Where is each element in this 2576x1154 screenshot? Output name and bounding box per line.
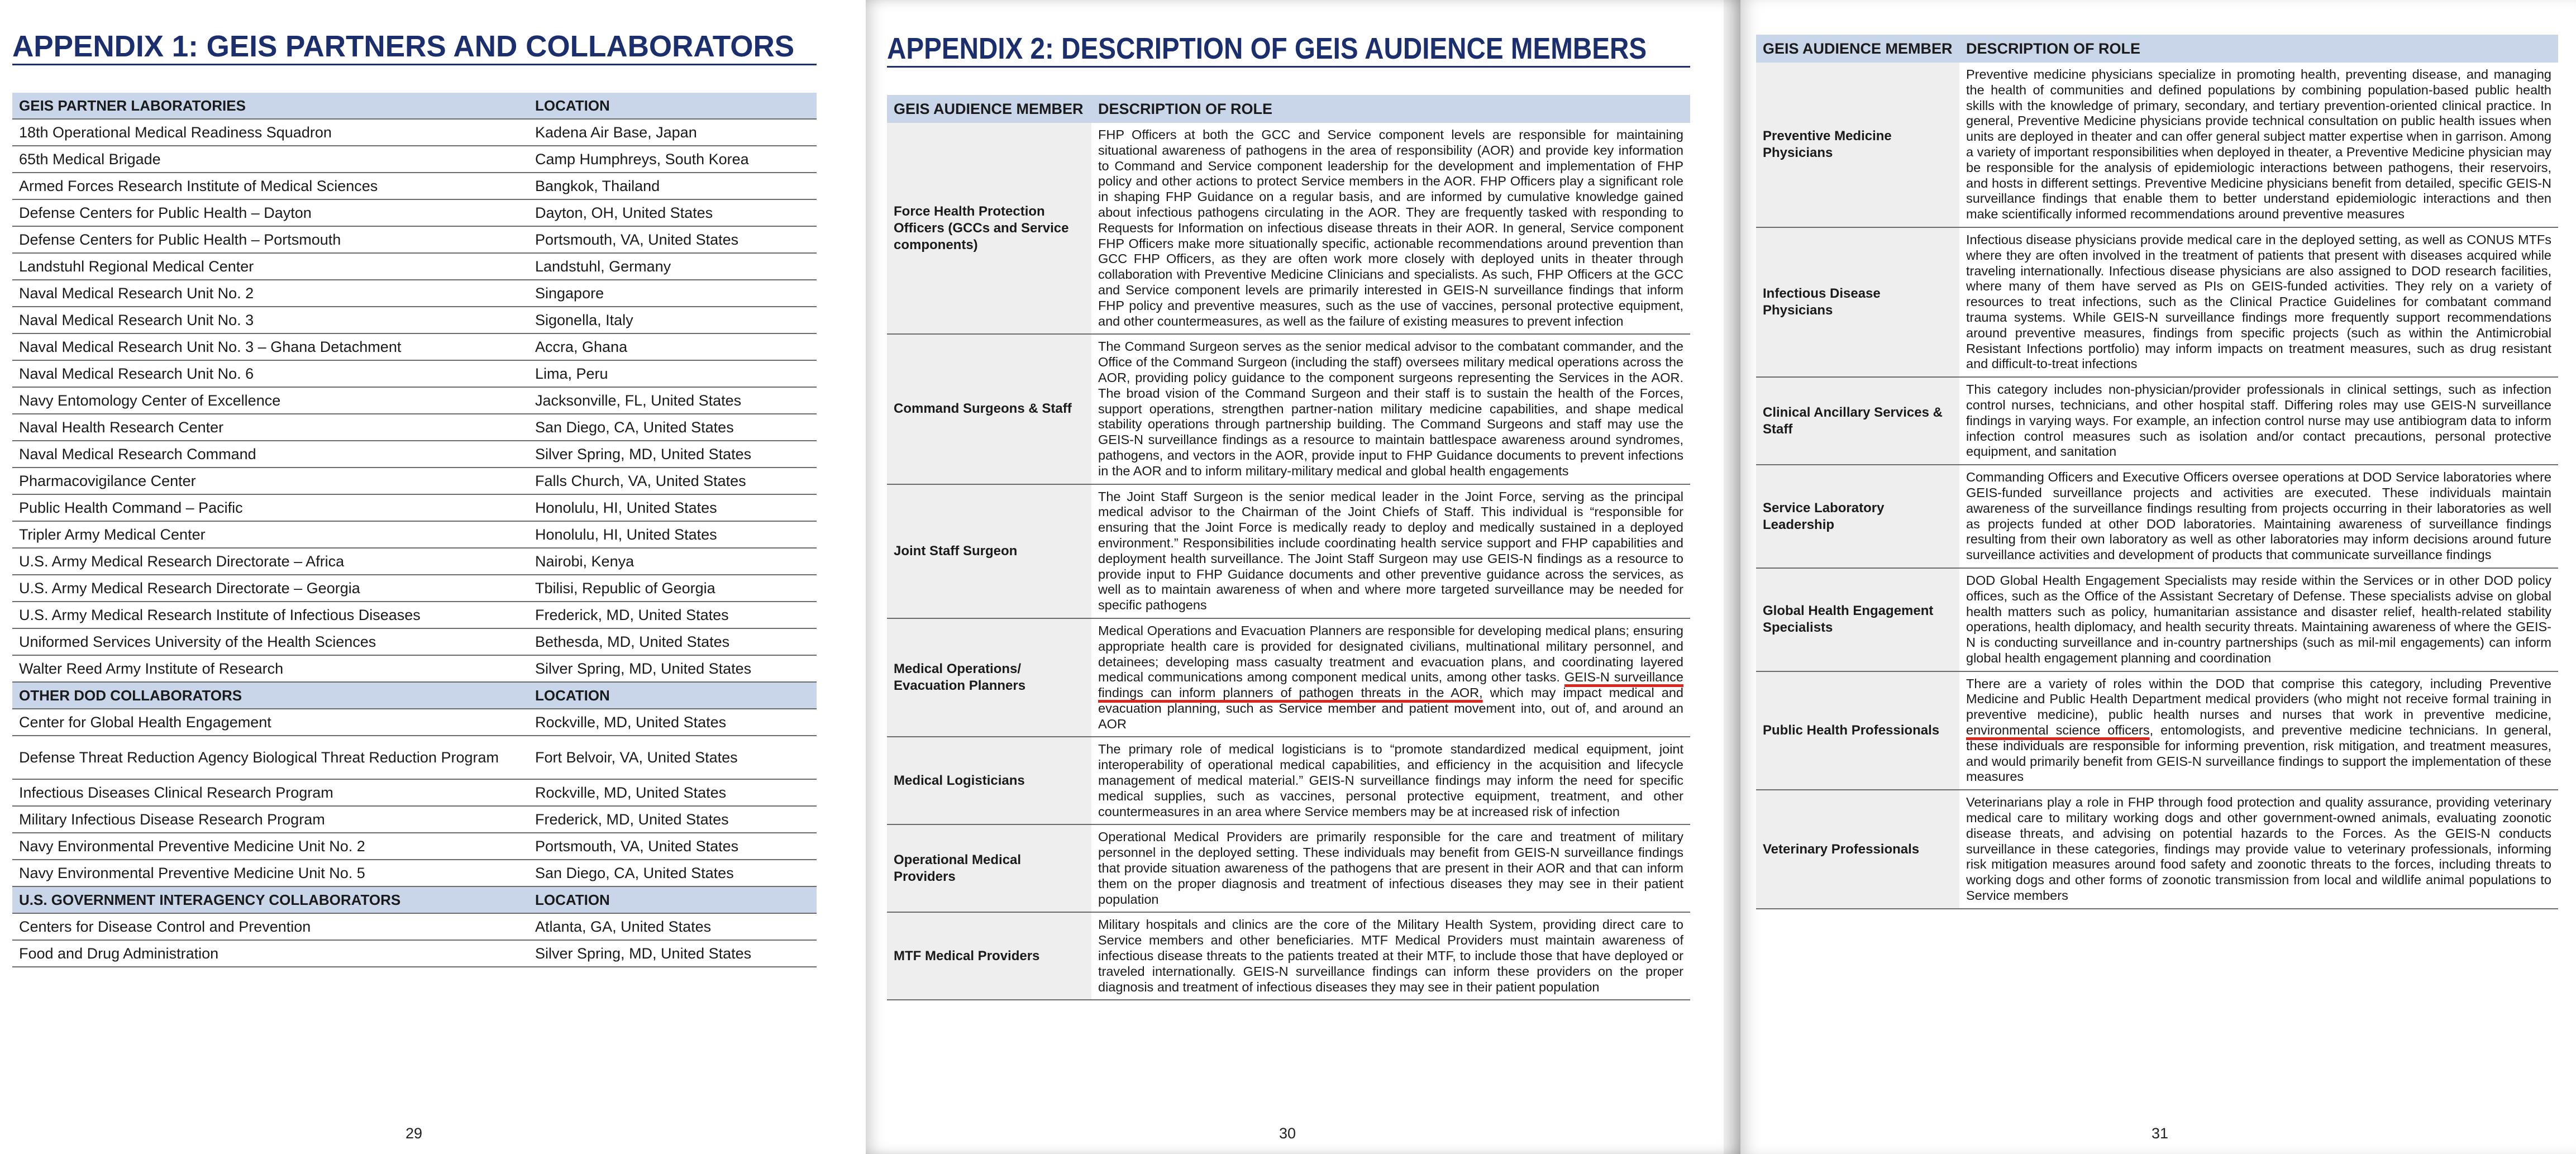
table-row (12, 280, 817, 307)
page-number: 29 (406, 1125, 423, 1142)
audience-roles-table-page-30 (887, 95, 1690, 1000)
page-29 (0, 0, 866, 1154)
role-description (1959, 671, 2558, 790)
collaborator-location: Rockville, MD, United States (528, 709, 817, 736)
column-header-description: DESCRIPTION OF ROLE (1091, 95, 1690, 123)
description-text: , entomologists, and preventive medicine technicians. In general, these individuals are responsible for informing prevention, risk mitigation, and treatment measures, and would primarily benefit from GEIS-N surveillance findings to support the implementation of these measures (1966, 723, 2551, 784)
audience-member: Medical Logisticians (887, 737, 1091, 824)
table-row (12, 146, 817, 173)
table-row (12, 333, 817, 360)
collaborator-name: Naval Medical Research Unit No. 3 – Ghana Detachment (12, 333, 528, 360)
table-row (887, 824, 1690, 912)
table-row (12, 860, 817, 886)
collaborator-location: Tbilisi, Republic of Georgia (528, 575, 817, 602)
table-row (12, 441, 817, 468)
collaborator-location: Frederick, MD, United States (528, 602, 817, 628)
collaborator-name: Centers for Disease Control and Prevention (12, 913, 528, 940)
audience-member: Clinical Ancillary Services & Staff (1756, 377, 1959, 465)
table-row (12, 119, 817, 146)
collaborator-name: 18th Operational Medical Readiness Squadron (12, 119, 528, 146)
collaborator-name: Naval Medical Research Unit No. 6 (12, 360, 528, 387)
collaborator-location: Landstuhl, Germany (528, 253, 817, 280)
column-header-member: GEIS AUDIENCE MEMBER (887, 95, 1091, 123)
table-row (12, 387, 817, 414)
collaborator-location: Honolulu, HI, United States (528, 521, 817, 548)
role-description: Commanding Officers and Executive Officers oversee operations at DOD Service laboratories where GEIS-funded surveillance projects and activities are executed. These individuals maintain awareness of the surveillance findings resulting from projects occurring in their laboratories as well as projects funded at other DOD laboratories. Maintaining awareness of surveillance findings resulting from their own laboratory as well as other laboratories may inform decisions around future surveillance activities and development of products that communicate surveillance findings (1959, 465, 2558, 568)
table-row (12, 253, 817, 280)
table-row (12, 548, 817, 575)
collaborator-location: Bangkok, Thailand (528, 173, 817, 199)
section-header-row (12, 93, 817, 119)
collaborator-name: Defense Centers for Public Health – Portsmouth (12, 226, 528, 253)
audience-member: Preventive Medicine Physicians (1756, 63, 1959, 227)
table-row (887, 484, 1690, 618)
column-header-member: GEIS AUDIENCE MEMBER (1756, 35, 1959, 63)
collaborator-location: Falls Church, VA, United States (528, 468, 817, 494)
collaborator-location: Silver Spring, MD, United States (528, 441, 817, 468)
title-rule (887, 66, 1690, 68)
table-row (887, 618, 1690, 737)
table-row (1756, 377, 2558, 465)
section-header-location: LOCATION (528, 682, 817, 709)
table-row (1756, 63, 2558, 227)
section-header-row (12, 886, 817, 913)
table-row (12, 806, 817, 833)
table-row (1756, 568, 2558, 671)
role-description: FHP Officers at both the GCC and Service component levels are responsible for maintaining situational awareness of pathogens in the area of responsibility (AOR) and provide key information to Command and Service component leadership for the development and implementation of FHP policy and other actions to protect Service members in the AOR. FHP Officers play a significant role in shaping FHP Guidance on a regular basis, and are informed by cumulative knowledge gained about infectious pathogens circulating in the AOR. They are frequently tasked with responding to Requests for Information on infectious disease threats in their AOR. In general, Service component FHP Officers make more situationally specific, actionable recommendations around prevention than GCC FHP Officers, as they are often work more closely with deployed units in theater through collaboration with Preventive Medicine Clinicians and specialists. As such, FHP Officers at the GCC and Service component levels are primarily interested in GEIS-N surveillance findings that inform FHP policy and preventive measures, such as the use of vaccines, personal protective equipment, and other countermeasures, as well as the failure of existing measures to prevent infection (1091, 123, 1690, 334)
red-underlined-text: environmental science officers (1966, 723, 2150, 738)
table-row (12, 736, 817, 779)
table-row (1756, 465, 2558, 568)
red-underlined-text: GEIS-N surveillance findings can inform planners of pathogen threats in the AOR, (1098, 670, 1684, 700)
collaborator-name: Uniformed Services University of the Health Sciences (12, 628, 528, 655)
table-row (887, 123, 1690, 334)
collaborator-location: Silver Spring, MD, United States (528, 655, 817, 682)
collaborator-location: Singapore (528, 280, 817, 307)
table-row (887, 737, 1690, 824)
section-header-name: OTHER DOD COLLABORATORS (12, 682, 528, 709)
collaborator-location: San Diego, CA, United States (528, 414, 817, 441)
section-header-name: GEIS PARTNER LABORATORIES (12, 93, 528, 119)
collaborator-name: Armed Forces Research Institute of Medical Sciences (12, 173, 528, 199)
audience-member: Public Health Professionals (1756, 671, 1959, 790)
collaborator-name: Defense Threat Reduction Agency Biological Threat Reduction Program (12, 736, 528, 779)
appendix-2-title: APPENDIX 2: DESCRIPTION OF GEIS AUDIENCE MEMBERS (887, 32, 1647, 65)
collaborator-location: San Diego, CA, United States (528, 860, 817, 886)
table-row (1756, 790, 2558, 909)
table-row (887, 912, 1690, 1000)
table-row (12, 468, 817, 494)
partners-table (12, 93, 817, 967)
table-row (12, 628, 817, 655)
collaborator-name: Naval Health Research Center (12, 414, 528, 441)
collaborator-name: Landstuhl Regional Medical Center (12, 253, 528, 280)
collaborator-location: Lima, Peru (528, 360, 817, 387)
description-text: Medical Operations and Evacuation Planners are responsible for developing medical plans; ensuring appropriate health care is provided for designated civilians, multinational military personnel, and detainees; developing mass casualty treatment and evacuation plans, and coordinating layered medical communications among component medical units, among other tasks. (1098, 623, 1683, 685)
table-row (887, 334, 1690, 484)
collaborator-location: Camp Humphreys, South Korea (528, 146, 817, 173)
collaborator-location: Atlanta, GA, United States (528, 913, 817, 940)
role-description: The Command Surgeon serves as the senior medical advisor to the combatant commander, and the Office of the Command Surgeon (including the staff) oversees military medical operations across the AOR, providing policy guidance to the component surgeons representing the Services in the AOR. The broad vision of the Command Surgeon and their staff is to sustain the health of the Forces, support operations, strengthen partner-nation military medicine capabilities, and shape medical stability operations through partnership building. The Command Surgeons and staff may use the GEIS-N surveillance findings as a resource to maintain battlespace awareness around syndromes, pathogens, and vectors in the AOR, provide input to FHP Guidance documents to prevent infections in the AOR and to inform military-military medical and global health engagements (1091, 334, 1690, 484)
table-row (12, 521, 817, 548)
role-description: The primary role of medical logisticians is to “promote standardized medical equipment, joint interoperability of operational medical capabilities, and efficiency in the acquisition and lifecycle management of medical material.” GEIS-N surveillance findings may inform the need for specific medical supplies, such as vaccines, personal protective equipment, treatment, and other countermeasures in an area where Service members may be at increased risk of infection (1091, 737, 1690, 824)
collaborator-name: Infectious Diseases Clinical Research Program (12, 779, 528, 806)
table-row (12, 602, 817, 628)
description-text: There are a variety of roles within the DOD that comprise this category, including Preventive Medicine and Public Health Department medical providers (who might not receive formal training in preventive medicine), public health nurses and nurses that work in preventive medicine, (1966, 676, 2551, 722)
section-header-location: LOCATION (528, 886, 817, 913)
audience-member: Force Health Protection Officers (GCCs and Service components) (887, 123, 1091, 334)
role-description: Preventive medicine physicians specialize in promoting health, preventing disease, and managing the health of communities and defined populations by combining population-based public health skills with the knowledge of primary, secondary, and tertiary prevention-oriented clinical practice. In general, Preventive Medicine physicians provide technical consultation on public health issues when units are deployed in theater and can offer general subject matter expertise when in garrison. Among a variety of important responsibilities when deployed in theater, a Preventive Medicine physician may be responsible for the analysis of epidemiologic interactions between pathogens, their reservoirs, and hosts in different settings. Preventive Medicine physicians benefit from detailed, specific GEIS-N surveillance findings that enable them to better understand epidemiologic interactions and then make scientifically informed recommendations around preventive measures (1959, 63, 2558, 227)
description-text: which may impact medical and evacuation planning, such as Service member and patient movement into, out of, and around an AOR (1098, 685, 1683, 731)
table-row (12, 226, 817, 253)
section-header-row (12, 682, 817, 709)
collaborator-location: Kadena Air Base, Japan (528, 119, 817, 146)
collaborator-name: Navy Entomology Center of Excellence (12, 387, 528, 414)
collaborator-name: Military Infectious Disease Research Program (12, 806, 528, 833)
audience-member: Veterinary Professionals (1756, 790, 1959, 909)
collaborator-name: Pharmacovigilance Center (12, 468, 528, 494)
collaborator-name: Naval Medical Research Unit No. 2 (12, 280, 528, 307)
role-description (1091, 618, 1690, 737)
role-description: This category includes non-physician/provider professionals in clinical settings, such as infection control nurses, technicians, and other hospital staff. Differing roles may use GEIS-N surveillance findings in varying ways. For example, an infection control nurse may use antibiogram data to inform infection control measures such as isolation and/or contact precautions, personal protective equipment, and sanitation (1959, 377, 2558, 465)
appendix-1-title: APPENDIX 1: GEIS PARTNERS AND COLLABORATORS (12, 30, 795, 63)
role-description: Operational Medical Providers are primarily responsible for the care and treatment of military personnel in the deployed setting. These individuals may benefit from GEIS-N surveillance findings that provide situation awareness of the pathogens that are present in their AOR and that can inform them on the proper diagnosis and treatment of infectious diseases they may see in their patient population (1091, 824, 1690, 912)
audience-member: Medical Operations/ Evacuation Planners (887, 618, 1091, 737)
table-row (1756, 227, 2558, 377)
collaborator-name: Tripler Army Medical Center (12, 521, 528, 548)
role-description: Veterinarians play a role in FHP through food protection and quality assurance, providing veterinary medical care to military working dogs and other government-owned animals, evaluating zoonotic disease threats, and advising on potential hazards to the Forces. As the GEIS-N conducts surveillance in these categories, findings may provide value to veterinary professionals, informing risk mitigation measures around food safety and zoonotic threats to the forces, including threats to working dogs and other forms of zoonotic transmission from local and wildlife animal populations to Service members (1959, 790, 2558, 909)
collaborator-name: U.S. Army Medical Research Directorate – Africa (12, 548, 528, 575)
audience-member: MTF Medical Providers (887, 912, 1091, 1000)
table-row (12, 833, 817, 860)
table-row (12, 779, 817, 806)
collaborator-location: Bethesda, MD, United States (528, 628, 817, 655)
role-description: DOD Global Health Engagement Specialists may reside within the Services or in other DOD policy offices, such as the Office of the Assistant Secretary of Defense. These specialists advise on global health matters such as policy, humanitarian assistance and disaster relief, health-related stability operations, health diplomacy, and health security threats. Maintaining awareness of where the GEIS-N is conducting surveillance and in-country partnerships (such as mil-mil engagements) can inform global health engagement planning and coordination (1959, 568, 2558, 671)
table-row (12, 414, 817, 441)
collaborator-location: Portsmouth, VA, United States (528, 833, 817, 860)
collaborator-location: Silver Spring, MD, United States (528, 940, 817, 967)
collaborator-location: Sigonella, Italy (528, 307, 817, 333)
collaborator-name: Navy Environmental Preventive Medicine Unit No. 5 (12, 860, 528, 886)
collaborator-name: Naval Medical Research Unit No. 3 (12, 307, 528, 333)
collaborator-name: Center for Global Health Engagement (12, 709, 528, 736)
section-header-name: U.S. GOVERNMENT INTERAGENCY COLLABORATORS (12, 886, 528, 913)
section-header-location: LOCATION (528, 93, 817, 119)
audience-member: Service Laboratory Leadership (1756, 465, 1959, 568)
collaborator-name: 65th Medical Brigade (12, 146, 528, 173)
collaborator-location: Fort Belvoir, VA, United States (528, 736, 817, 779)
column-header-description: DESCRIPTION OF ROLE (1959, 35, 2558, 63)
audience-member: Global Health Engagement Specialists (1756, 568, 1959, 671)
audience-roles-table-page-31 (1756, 35, 2558, 909)
table-row (12, 307, 817, 333)
table-row (12, 655, 817, 682)
collaborator-location: Nairobi, Kenya (528, 548, 817, 575)
audience-member: Infectious Disease Physicians (1756, 227, 1959, 377)
collaborator-location: Portsmouth, VA, United States (528, 226, 817, 253)
table-row (12, 709, 817, 736)
collaborator-name: Food and Drug Administration (12, 940, 528, 967)
collaborator-location: Rockville, MD, United States (528, 779, 817, 806)
table-row (12, 940, 817, 967)
collaborator-name: Naval Medical Research Command (12, 441, 528, 468)
table-row (12, 360, 817, 387)
table-row (12, 913, 817, 940)
table-row (1756, 671, 2558, 790)
collaborator-name: Walter Reed Army Institute of Research (12, 655, 528, 682)
table-row (12, 199, 817, 226)
collaborator-name: Public Health Command – Pacific (12, 494, 528, 521)
title-rule (12, 64, 817, 65)
collaborator-location: Honolulu, HI, United States (528, 494, 817, 521)
audience-member: Command Surgeons & Staff (887, 334, 1091, 484)
table-row (12, 173, 817, 199)
page-number: 30 (1279, 1125, 1296, 1142)
audience-member: Joint Staff Surgeon (887, 484, 1091, 618)
collaborator-location: Dayton, OH, United States (528, 199, 817, 226)
collaborator-name: Navy Environmental Preventive Medicine Unit No. 2 (12, 833, 528, 860)
role-description: The Joint Staff Surgeon is the senior medical leader in the Joint Force, serving as the principal medical advisor to the Chairman of the Joint Chiefs of Staff. This individual is “responsible for ensuring that the Joint Force is medically ready to deploy and medically sustained in a deployed environment.” Responsibilities include coordinating health service support and FHP capabilities and deployment health surveillance. The Joint Staff Surgeon may use GEIS-N findings as a resource to provide input to FHP Guidance documents and other preventive guidance across the services, as well as to maintain awareness of when and where more targeted surveillance may be needed for specific pathogens (1091, 484, 1690, 618)
collaborator-location: Accra, Ghana (528, 333, 817, 360)
collaborator-name: Defense Centers for Public Health – Dayton (12, 199, 528, 226)
table-row (12, 494, 817, 521)
page-number: 31 (2152, 1125, 2169, 1142)
collaborator-location: Jacksonville, FL, United States (528, 387, 817, 414)
collaborator-location: Frederick, MD, United States (528, 806, 817, 833)
table-row (12, 575, 817, 602)
audience-member: Operational Medical Providers (887, 824, 1091, 912)
role-description: Military hospitals and clinics are the core of the Military Health System, providing direct care to Service members and other beneficiaries. MTF Medical Providers must maintain awareness of infectious disease threats to the patients treated at their MTF, to include those that have deployed or traveled internationally. GEIS-N surveillance findings can inform these providers on the proper diagnosis and treatment of infectious diseases they may see in their patient population (1091, 912, 1690, 1000)
collaborator-name: U.S. Army Medical Research Institute of Infectious Diseases (12, 602, 528, 628)
collaborator-name: U.S. Army Medical Research Directorate – Georgia (12, 575, 528, 602)
role-description: Infectious disease physicians provide medical care in the deployed setting, as well as CONUS MTFs where they are often involved in the treatment of patients that present with diseases acquired while traveling internationally. Infectious disease physicians are also assigned to DOD research facilities, where many of them have served as PIs on GEIS-funded activities. They rely on a variety of resources to treat infections, such as the Clinical Practice Guidelines for combatant command trauma systems. While GEIS-N surveillance findings more frequently support recommendations around preventive measures, findings from specific projects (such as within the Antimicrobial Resistant Infections portfolio) may inform impacts on treatment measures, such as drug resistant and difficult-to-treat infections (1959, 227, 2558, 377)
